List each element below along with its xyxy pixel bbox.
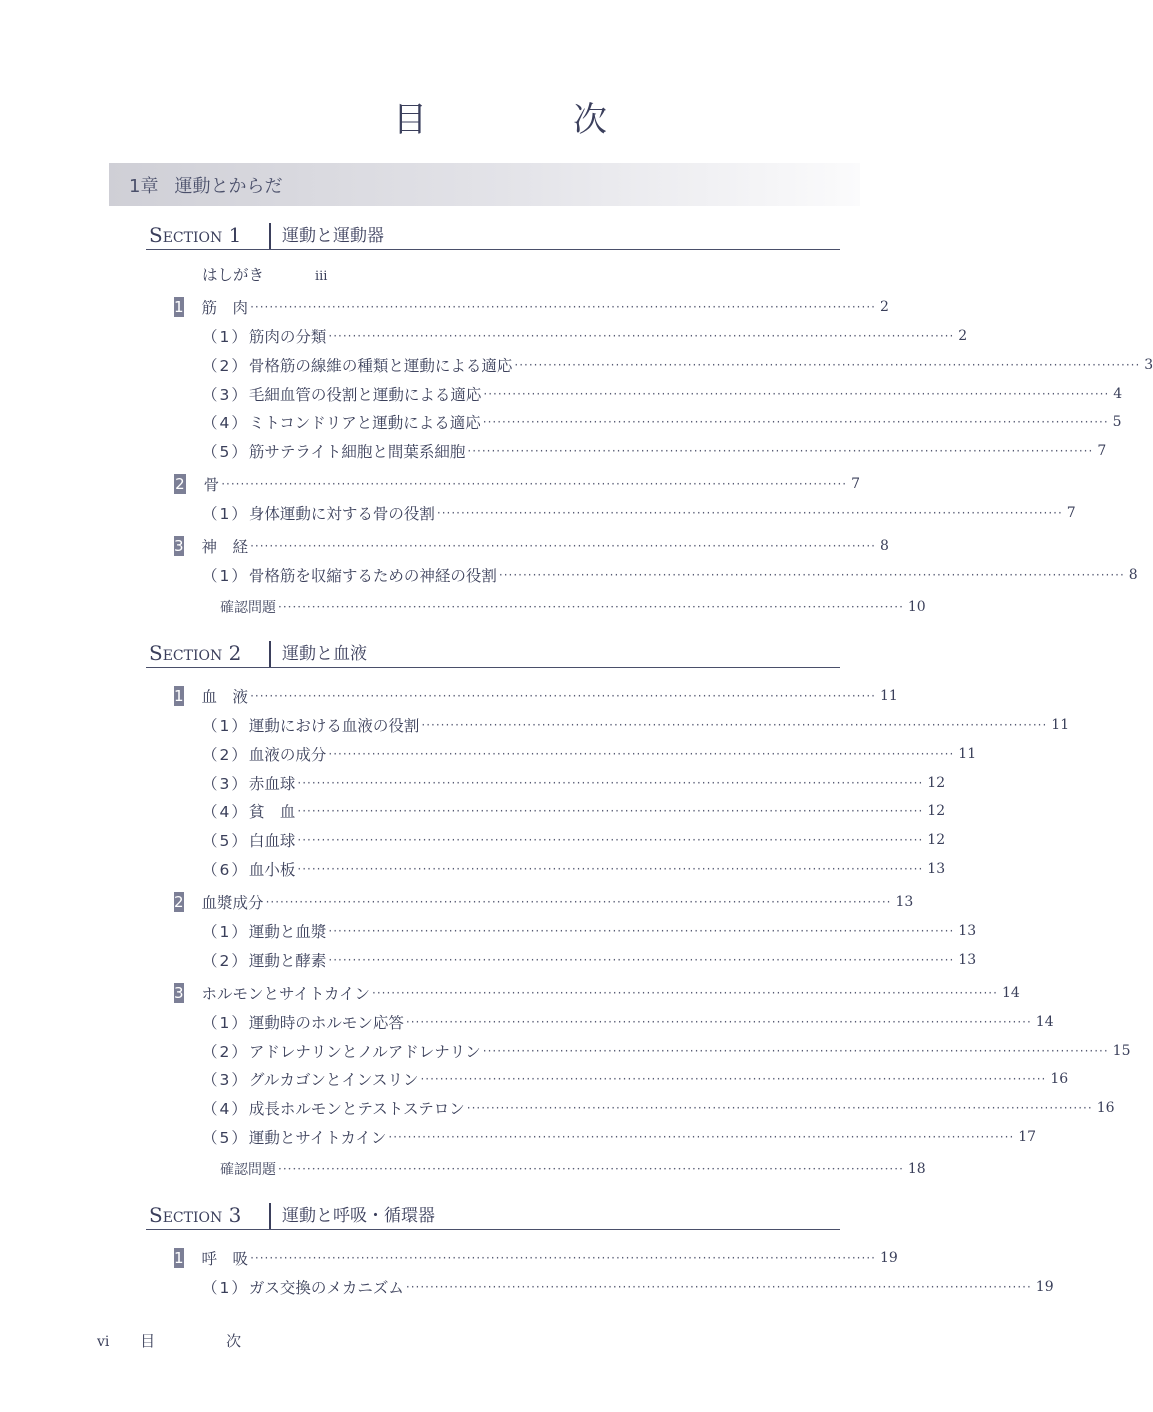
- entry-text: 筋サテライト細胞と間葉系細胞: [248, 443, 466, 461]
- entry-page: 12: [927, 832, 946, 848]
- entry-number: （3）: [202, 386, 249, 404]
- toc-sub-entry[interactable]: [202, 772, 946, 794]
- toc-main-entry[interactable]: [174, 685, 898, 707]
- entry-number: （5）: [202, 1129, 249, 1147]
- dot-leader: ··································································································································: [297, 804, 924, 818]
- dot-leader: ··································································································································: [467, 444, 1094, 458]
- entry-page: 14: [1001, 985, 1020, 1001]
- entry-text: 身体運動に対する骨の役割: [248, 505, 435, 523]
- dot-leader: ··································································································································: [483, 387, 1110, 401]
- dot-leader: ··································································································································: [328, 924, 955, 938]
- toc-sub-entry[interactable]: [202, 1011, 1054, 1033]
- entry-number: （1）: [202, 567, 249, 585]
- dot-leader: ··································································································································: [278, 600, 904, 614]
- entry-page: 16: [1050, 1071, 1069, 1087]
- section-divider: [269, 1203, 271, 1229]
- entry-text: グルカゴンとインスリン: [248, 1071, 419, 1089]
- toc-main-entry[interactable]: [174, 982, 1020, 1004]
- toc-sub-entry[interactable]: [202, 325, 968, 347]
- preface-page: iii: [314, 269, 328, 284]
- section-label: Section 3: [149, 1203, 242, 1227]
- entry-page: 13: [927, 861, 946, 877]
- entry-number: （2）: [202, 952, 249, 970]
- dot-leader: ··································································································································: [250, 539, 876, 553]
- entry-number: （5）: [202, 832, 249, 850]
- dot-leader: ··································································································································: [328, 329, 955, 343]
- entry-text: 確認問題: [220, 600, 276, 616]
- entry-page: 13: [958, 923, 977, 939]
- toc-sub-entry[interactable]: [202, 564, 1138, 586]
- entry-text: 呼 吸: [201, 1250, 249, 1268]
- dot-leader: ··································································································································: [297, 776, 924, 790]
- toc-main-entry[interactable]: [174, 296, 889, 318]
- entry-page: 18: [907, 1161, 926, 1177]
- entry-text: 骨: [203, 476, 220, 494]
- section-label: Section 1: [149, 223, 242, 247]
- dot-leader: ··································································································································: [297, 833, 924, 847]
- entry-number: （5）: [202, 443, 249, 461]
- entry-page: 12: [927, 775, 946, 791]
- entry-number: （6）: [202, 861, 249, 879]
- entry-page: 15: [1112, 1043, 1131, 1059]
- dot-leader: ··································································································································: [250, 1251, 876, 1265]
- entry-number-box: 3: [174, 537, 184, 555]
- entry-page: 5: [1112, 414, 1122, 430]
- entry-page: 7: [1066, 505, 1076, 521]
- entry-page: 19: [879, 1250, 898, 1266]
- toc-sub-entry[interactable]: [202, 411, 1122, 433]
- entry-text: 赤血球: [248, 775, 296, 793]
- dot-leader: ··································································································································: [372, 986, 998, 1000]
- entry-number-box: 1: [174, 1249, 184, 1267]
- entry-page: 10: [907, 599, 926, 615]
- toc-sub-entry[interactable]: [202, 949, 977, 971]
- entry-number: （2）: [202, 1043, 249, 1061]
- entry-page: 3: [1144, 357, 1153, 373]
- dot-leader: ··································································································································: [436, 506, 1063, 520]
- dot-leader: ··································································································································: [482, 415, 1109, 429]
- chapter-title: 運動とからだ: [174, 175, 283, 197]
- entry-text: アドレナリンとノルアドレナリン: [248, 1043, 481, 1061]
- entry-number: （1）: [202, 1014, 249, 1032]
- entry-page: 2: [879, 299, 889, 315]
- dot-leader: ··································································································································: [421, 718, 1048, 732]
- toc-sub-entry[interactable]: [202, 1068, 1069, 1090]
- toc-sub-entry[interactable]: [202, 440, 1107, 462]
- dot-leader: ··································································································································: [328, 953, 955, 967]
- section-title: 運動と呼吸・循環器: [282, 1206, 435, 1226]
- page-footer: [97, 1330, 269, 1351]
- toc-main-entry[interactable]: [174, 891, 914, 913]
- entry-page: 11: [879, 688, 898, 704]
- entry-text: 血小板: [248, 861, 296, 879]
- dot-leader: ··································································································································: [405, 1015, 1032, 1029]
- toc-sub-entry[interactable]: [202, 1097, 1115, 1119]
- entry-text: ホルモンとサイトカイン: [201, 985, 371, 1003]
- entry-text: ガス交換のメカニズム: [248, 1279, 404, 1297]
- dot-leader: ··································································································································: [265, 895, 892, 909]
- entry-page: 17: [1018, 1129, 1037, 1145]
- dot-leader: ··································································································································: [482, 1044, 1109, 1058]
- entry-text: 運動における血液の役割: [248, 717, 420, 735]
- entry-number: （4）: [202, 1100, 249, 1118]
- section-title: 運動と血液: [282, 644, 367, 664]
- entry-text: 確認問題: [220, 1162, 276, 1178]
- entry-number: （1）: [202, 923, 249, 941]
- entry-text: ミトコンドリアと運動による適応: [248, 414, 481, 432]
- dot-leader: ··································································································································: [420, 1072, 1047, 1086]
- entry-page: 4: [1113, 386, 1123, 402]
- toc-main-entry[interactable]: [174, 473, 860, 495]
- entry-page: 11: [1051, 717, 1070, 733]
- entry-text: 運動時のホルモン応答: [248, 1014, 404, 1032]
- toc-sub-entry[interactable]: [202, 920, 977, 942]
- footer-page-number: vi: [97, 1334, 110, 1350]
- toc-quiz-entry[interactable]: [220, 596, 926, 618]
- entry-page: 8: [1128, 567, 1138, 583]
- entry-text: 毛細血管の役割と運動による適応: [248, 386, 482, 404]
- chapter-header: [109, 163, 860, 206]
- footer-title: 目 次: [140, 1332, 270, 1350]
- section-divider: [269, 223, 271, 249]
- toc-sub-entry[interactable]: [202, 1126, 1037, 1148]
- preface-entry[interactable]: [202, 263, 327, 285]
- entry-number-box: 1: [174, 298, 184, 316]
- toc-sub-entry[interactable]: [202, 800, 946, 822]
- dot-leader: ··································································································································: [250, 689, 876, 703]
- entry-page: 19: [1035, 1279, 1054, 1295]
- dot-leader: ··································································································································: [297, 862, 924, 876]
- toc-quiz-entry[interactable]: [220, 1158, 926, 1180]
- dot-leader: ··································································································································: [221, 477, 848, 491]
- entry-text: 白血球: [248, 832, 296, 850]
- dot-leader: ··································································································································: [466, 1101, 1093, 1115]
- entry-number: （3）: [202, 775, 249, 793]
- toc-main-entry[interactable]: [174, 535, 889, 557]
- page-title: 目 次: [393, 100, 663, 140]
- preface-label: はしがき: [202, 266, 265, 284]
- entry-number: （1）: [202, 717, 249, 735]
- entry-text: 血液の成分: [248, 746, 327, 764]
- entry-number: （4）: [202, 414, 249, 432]
- entry-page: 2: [958, 328, 968, 344]
- entry-number-box: 1: [174, 687, 184, 705]
- toc-sub-entry[interactable]: [202, 1040, 1131, 1062]
- chapter-number: 1章: [129, 175, 159, 197]
- dot-leader: ··································································································································: [514, 358, 1141, 372]
- entry-text: 筋肉の分類: [248, 328, 327, 346]
- section-header-3: [146, 1203, 840, 1230]
- entry-page: 16: [1096, 1100, 1115, 1116]
- entry-number: （3）: [202, 1071, 249, 1089]
- dot-leader: ··································································································································: [250, 300, 876, 314]
- entry-text: 血漿成分: [201, 894, 264, 912]
- entry-text: 骨格筋を収縮するための神経の役割: [248, 567, 497, 585]
- dot-leader: ··································································································································: [328, 747, 955, 761]
- entry-text: 成長ホルモンとテストステロン: [248, 1100, 465, 1118]
- toc-sub-entry[interactable]: [202, 829, 946, 851]
- entry-number: （2）: [202, 357, 249, 375]
- entry-text: 運動とサイトカイン: [248, 1129, 387, 1147]
- entry-text: 貧 血: [248, 803, 296, 821]
- toc-sub-entry[interactable]: [202, 354, 1153, 376]
- toc-sub-entry[interactable]: [202, 858, 946, 880]
- entry-page: 12: [927, 803, 946, 819]
- entry-text: 筋 肉: [201, 299, 249, 317]
- entry-page: 13: [958, 952, 977, 968]
- section-title: 運動と運動器: [282, 226, 384, 246]
- entry-number-box: 2: [174, 893, 184, 911]
- section-divider: [269, 641, 271, 667]
- entry-text: 運動と血漿: [248, 923, 327, 941]
- dot-leader: ··································································································································: [405, 1280, 1032, 1294]
- toc-sub-entry[interactable]: [202, 1276, 1054, 1298]
- entry-page: 7: [1097, 443, 1107, 459]
- toc-sub-entry[interactable]: [202, 502, 1076, 524]
- dot-leader: ··································································································································: [498, 568, 1125, 582]
- entry-page: 8: [879, 538, 889, 554]
- toc-sub-entry[interactable]: [202, 714, 1070, 736]
- toc-sub-entry[interactable]: [202, 743, 977, 765]
- toc-main-entry[interactable]: [174, 1247, 898, 1269]
- entry-text: 血 液: [201, 688, 249, 706]
- entry-number: （1）: [202, 505, 249, 523]
- entry-page: 7: [851, 476, 860, 492]
- section-label: Section 2: [149, 641, 242, 665]
- entry-number-box: 3: [174, 984, 184, 1002]
- dot-leader: ··································································································································: [388, 1130, 1015, 1144]
- entry-text: 運動と酵素: [248, 952, 327, 970]
- entry-number-box: 2: [175, 475, 185, 493]
- entry-page: 13: [895, 894, 914, 910]
- entry-number: （4）: [202, 803, 249, 821]
- entry-number: （1）: [202, 1279, 249, 1297]
- entry-page: 14: [1035, 1014, 1054, 1030]
- section-header-2: [146, 641, 840, 668]
- entry-page: 11: [958, 746, 977, 762]
- entry-number: （1）: [202, 328, 249, 346]
- entry-text: 神 経: [201, 538, 249, 556]
- toc-sub-entry[interactable]: [202, 383, 1123, 405]
- entry-text: 骨格筋の線維の種類と運動による適応: [248, 357, 513, 375]
- section-header-1: [146, 223, 840, 250]
- entry-number: （2）: [202, 746, 249, 764]
- dot-leader: ··································································································································: [278, 1162, 904, 1176]
